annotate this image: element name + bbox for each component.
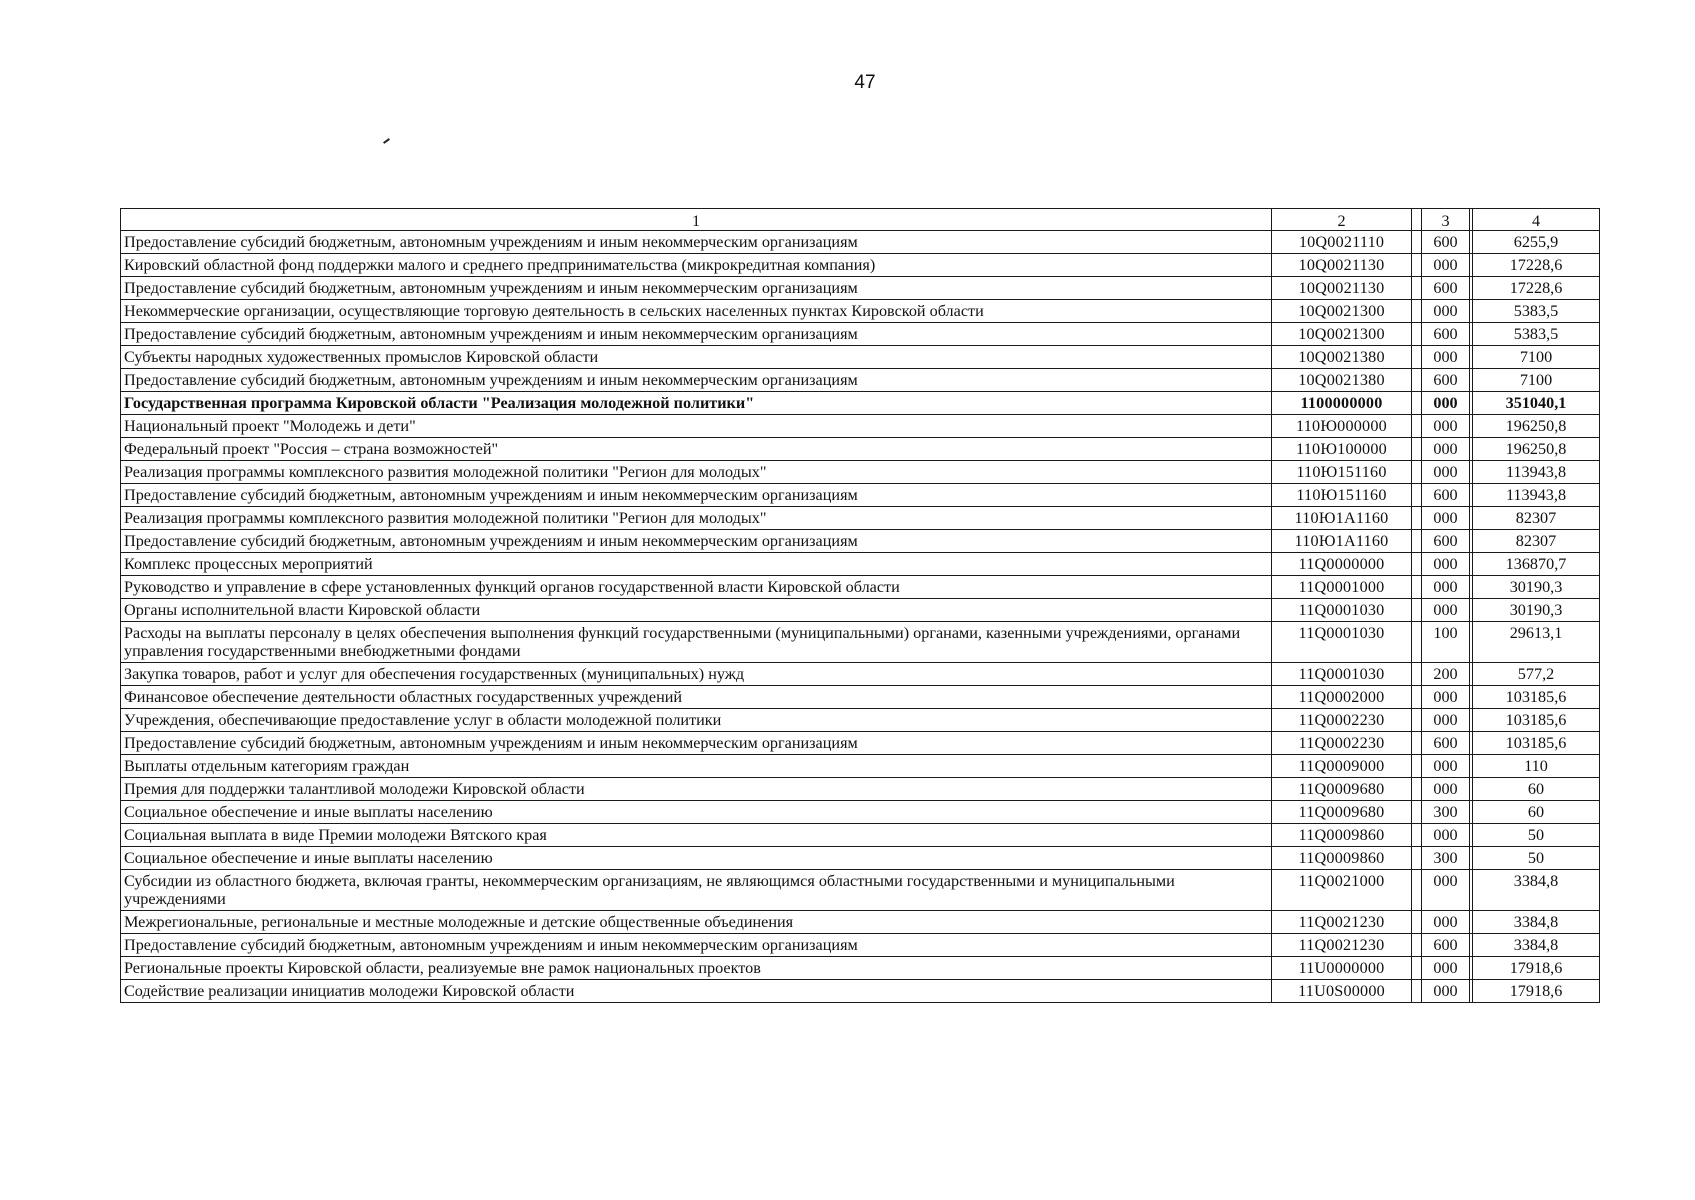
column-gap xyxy=(1412,323,1422,346)
column-gap xyxy=(1412,576,1422,599)
row-name: Социальное обеспечение и иные выплаты населению xyxy=(121,801,1272,824)
row-name: Государственная программа Кировской области "Реализация молодежной политики" xyxy=(121,392,1272,415)
page-number: 47 xyxy=(854,72,876,93)
row-sum: 3384,8 xyxy=(1473,934,1600,957)
column-gap xyxy=(1412,392,1422,415)
row-sum: 577,2 xyxy=(1473,663,1600,686)
row-code: 11Q0009860 xyxy=(1272,824,1412,847)
table-row xyxy=(121,415,1600,438)
row-code: 10Q0021380 xyxy=(1272,346,1412,369)
table-row xyxy=(121,663,1600,686)
row-name: Закупка товаров, работ и услуг для обеспечения государственных (муниципальных) нужд xyxy=(121,663,1272,686)
row-name: Расходы на выплаты персоналу в целях обеспечения выполнения функций государственными (муниципальными) органами, казенными учреждениями, органами управления государственными внебюджетными фондами xyxy=(121,622,1272,663)
row-name: Комплекс процессных мероприятий xyxy=(121,553,1272,576)
table-row xyxy=(121,709,1600,732)
row-code: 11Q0000000 xyxy=(1272,553,1412,576)
row-name: Предоставление субсидий бюджетным, автономным учреждениям и иным некоммерческим организациям xyxy=(121,277,1272,300)
header-col-4: 4 xyxy=(1473,209,1600,231)
row-sum: 82307 xyxy=(1473,507,1600,530)
table-row xyxy=(121,277,1600,300)
row-sum: 6255,9 xyxy=(1473,231,1600,254)
row-code: 110Ю151160 xyxy=(1272,461,1412,484)
row-code: 11Q0001030 xyxy=(1272,622,1412,663)
column-gap xyxy=(1412,847,1422,870)
row-type: 600 xyxy=(1422,934,1470,957)
table-row xyxy=(121,530,1600,553)
column-gap xyxy=(1412,553,1422,576)
row-sum: 5383,5 xyxy=(1473,323,1600,346)
row-name: Предоставление субсидий бюджетным, автономным учреждениям и иным некоммерческим организациям xyxy=(121,530,1272,553)
table-row xyxy=(121,461,1600,484)
row-name: Предоставление субсидий бюджетным, автономным учреждениям и иным некоммерческим организациям xyxy=(121,231,1272,254)
table-row xyxy=(121,507,1600,530)
row-type: 600 xyxy=(1422,323,1470,346)
column-gap xyxy=(1412,346,1422,369)
row-name: Реализация программы комплексного развития молодежной политики "Регион для молодых" xyxy=(121,461,1272,484)
column-gap xyxy=(1412,484,1422,507)
row-type: 000 xyxy=(1422,980,1470,1003)
row-code: 11Q0021230 xyxy=(1272,934,1412,957)
row-name: Субъекты народных художественных промыслов Кировской области xyxy=(121,346,1272,369)
row-sum: 3384,8 xyxy=(1473,911,1600,934)
row-name: Социальное обеспечение и иные выплаты населению xyxy=(121,847,1272,870)
header-col-2: 2 xyxy=(1272,209,1412,231)
row-type: 000 xyxy=(1422,461,1470,484)
row-code: 11U0S00000 xyxy=(1272,980,1412,1003)
row-type: 000 xyxy=(1422,300,1470,323)
row-sum: 5383,5 xyxy=(1473,300,1600,323)
row-type: 000 xyxy=(1422,392,1470,415)
column-gap xyxy=(1412,599,1422,622)
row-sum: 110 xyxy=(1473,755,1600,778)
column-gap xyxy=(1412,732,1422,755)
row-sum: 17918,6 xyxy=(1473,980,1600,1003)
column-gap xyxy=(1412,300,1422,323)
table-row xyxy=(121,870,1600,911)
row-sum: 17228,6 xyxy=(1473,277,1600,300)
row-code: 10Q0021380 xyxy=(1272,369,1412,392)
row-type: 000 xyxy=(1422,709,1470,732)
budget-table xyxy=(120,208,1600,1003)
table-row xyxy=(121,553,1600,576)
row-type: 300 xyxy=(1422,801,1470,824)
row-type: 000 xyxy=(1422,824,1470,847)
row-sum: 30190,3 xyxy=(1473,599,1600,622)
row-type: 100 xyxy=(1422,622,1470,663)
table-row xyxy=(121,300,1600,323)
row-code: 10Q0021300 xyxy=(1272,300,1412,323)
row-code: 10Q0021110 xyxy=(1272,231,1412,254)
row-name: Предоставление субсидий бюджетным, автономным учреждениям и иным некоммерческим организациям xyxy=(121,732,1272,755)
table-row xyxy=(121,323,1600,346)
row-type: 000 xyxy=(1422,686,1470,709)
table-row xyxy=(121,934,1600,957)
row-sum: 29613,1 xyxy=(1473,622,1600,663)
table-row xyxy=(121,576,1600,599)
column-gap xyxy=(1412,663,1422,686)
row-sum: 30190,3 xyxy=(1473,576,1600,599)
row-name: Руководство и управление в сфере установленных функций органов государственной власти Кировской области xyxy=(121,576,1272,599)
row-name: Реализация программы комплексного развития молодежной политики "Регион для молодых" xyxy=(121,507,1272,530)
row-code: 1100000000 xyxy=(1272,392,1412,415)
row-name: Предоставление субсидий бюджетным, автономным учреждениям и иным некоммерческим организациям xyxy=(121,934,1272,957)
row-name: Премия для поддержки талантливой молодежи Кировской области xyxy=(121,778,1272,801)
row-name: Федеральный проект "Россия – страна возможностей" xyxy=(121,438,1272,461)
row-sum: 103185,6 xyxy=(1473,732,1600,755)
row-sum: 351040,1 xyxy=(1473,392,1600,415)
row-code: 11Q0002000 xyxy=(1272,686,1412,709)
header-col-3: 3 xyxy=(1422,209,1470,231)
table-row xyxy=(121,732,1600,755)
row-type: 000 xyxy=(1422,957,1470,980)
stray-mark xyxy=(383,138,390,144)
row-sum: 136870,7 xyxy=(1473,553,1600,576)
row-type: 000 xyxy=(1422,346,1470,369)
row-code: 110Ю1А1160 xyxy=(1272,530,1412,553)
row-code: 11Q0009680 xyxy=(1272,801,1412,824)
row-type: 000 xyxy=(1422,415,1470,438)
row-code: 11Q0001030 xyxy=(1272,599,1412,622)
column-gap xyxy=(1412,438,1422,461)
row-code: 11Q0009000 xyxy=(1272,755,1412,778)
column-gap xyxy=(1412,622,1422,663)
row-name: Некоммерческие организации, осуществляющие торговую деятельность в сельских населенных пунктах Кировской области xyxy=(121,300,1272,323)
row-type: 000 xyxy=(1422,507,1470,530)
column-gap xyxy=(1412,369,1422,392)
row-type: 200 xyxy=(1422,663,1470,686)
row-name: Национальный проект "Молодежь и дети" xyxy=(121,415,1272,438)
row-sum: 113943,8 xyxy=(1473,461,1600,484)
column-gap xyxy=(1412,801,1422,824)
row-code: 11Q0001000 xyxy=(1272,576,1412,599)
table-row xyxy=(121,346,1600,369)
row-name: Субсидии из областного бюджета, включая гранты, некоммерческим организациям, не являющимся областными государственными и муниципальными учреждениями xyxy=(121,870,1272,911)
row-name: Выплаты отдельным категориям граждан xyxy=(121,755,1272,778)
column-gap xyxy=(1412,507,1422,530)
row-name: Учреждения, обеспечивающие предоставление услуг в области молодежной политики xyxy=(121,709,1272,732)
row-code: 10Q0021130 xyxy=(1272,254,1412,277)
table-row xyxy=(121,686,1600,709)
column-gap xyxy=(1412,755,1422,778)
row-code: 11Q0009860 xyxy=(1272,847,1412,870)
row-sum: 60 xyxy=(1473,801,1600,824)
table-row xyxy=(121,957,1600,980)
column-gap xyxy=(1412,254,1422,277)
row-type: 300 xyxy=(1422,847,1470,870)
row-code: 10Q0021130 xyxy=(1272,277,1412,300)
row-type: 600 xyxy=(1422,231,1470,254)
row-name: Органы исполнительной власти Кировской области xyxy=(121,599,1272,622)
row-type: 000 xyxy=(1422,553,1470,576)
row-sum: 103185,6 xyxy=(1473,686,1600,709)
header-col-1: 1 xyxy=(121,209,1272,231)
row-sum: 17918,6 xyxy=(1473,957,1600,980)
row-code: 110Ю151160 xyxy=(1272,484,1412,507)
row-type: 600 xyxy=(1422,732,1470,755)
column-gap xyxy=(1412,934,1422,957)
table-row xyxy=(121,824,1600,847)
table-row xyxy=(121,911,1600,934)
row-type: 000 xyxy=(1422,576,1470,599)
table-row xyxy=(121,392,1600,415)
row-name: Предоставление субсидий бюджетным, автономным учреждениям и иным некоммерческим организациям xyxy=(121,484,1272,507)
table-row xyxy=(121,599,1600,622)
table-row xyxy=(121,438,1600,461)
column-gap xyxy=(1412,824,1422,847)
row-type: 000 xyxy=(1422,911,1470,934)
row-code: 11U0000000 xyxy=(1272,957,1412,980)
column-gap xyxy=(1412,461,1422,484)
row-code: 11Q0002230 xyxy=(1272,709,1412,732)
row-name: Содействие реализации инициатив молодежи Кировской области xyxy=(121,980,1272,1003)
row-code: 110Ю000000 xyxy=(1272,415,1412,438)
table-row xyxy=(121,231,1600,254)
row-code: 110Ю100000 xyxy=(1272,438,1412,461)
table-row xyxy=(121,484,1600,507)
row-type: 600 xyxy=(1422,484,1470,507)
table-row xyxy=(121,980,1600,1003)
column-gap xyxy=(1412,209,1422,231)
row-code: 11Q0021000 xyxy=(1272,870,1412,911)
row-sum: 50 xyxy=(1473,847,1600,870)
row-type: 000 xyxy=(1422,755,1470,778)
row-name: Предоставление субсидий бюджетным, автономным учреждениям и иным некоммерческим организациям xyxy=(121,369,1272,392)
table-row xyxy=(121,622,1600,663)
row-sum: 196250,8 xyxy=(1473,438,1600,461)
row-sum: 196250,8 xyxy=(1473,415,1600,438)
row-sum: 82307 xyxy=(1473,530,1600,553)
column-gap xyxy=(1412,231,1422,254)
column-gap xyxy=(1412,415,1422,438)
table-row xyxy=(121,755,1600,778)
row-sum: 50 xyxy=(1473,824,1600,847)
table-row xyxy=(121,801,1600,824)
row-sum: 60 xyxy=(1473,778,1600,801)
row-type: 000 xyxy=(1422,254,1470,277)
table-row xyxy=(121,847,1600,870)
row-code: 11Q0009680 xyxy=(1272,778,1412,801)
row-sum: 7100 xyxy=(1473,346,1600,369)
column-gap xyxy=(1412,530,1422,553)
row-type: 600 xyxy=(1422,530,1470,553)
row-type: 000 xyxy=(1422,870,1470,911)
row-type: 000 xyxy=(1422,778,1470,801)
column-gap xyxy=(1412,709,1422,732)
row-sum: 113943,8 xyxy=(1473,484,1600,507)
column-gap xyxy=(1412,277,1422,300)
row-code: 10Q0021300 xyxy=(1272,323,1412,346)
table-row xyxy=(121,778,1600,801)
table-row xyxy=(121,369,1600,392)
row-name: Региональные проекты Кировской области, реализуемые вне рамок национальных проектов xyxy=(121,957,1272,980)
row-name: Финансовое обеспечение деятельности областных государственных учреждений xyxy=(121,686,1272,709)
table-header-row xyxy=(121,209,1600,231)
row-type: 600 xyxy=(1422,369,1470,392)
row-name: Предоставление субсидий бюджетным, автономным учреждениям и иным некоммерческим организациям xyxy=(121,323,1272,346)
row-sum: 7100 xyxy=(1473,369,1600,392)
row-sum: 3384,8 xyxy=(1473,870,1600,911)
row-code: 11Q0002230 xyxy=(1272,732,1412,755)
column-gap xyxy=(1412,957,1422,980)
row-code: 110Ю1А1160 xyxy=(1272,507,1412,530)
column-gap xyxy=(1412,778,1422,801)
row-name: Межрегиональные, региональные и местные молодежные и детские общественные объединения xyxy=(121,911,1272,934)
row-type: 000 xyxy=(1422,599,1470,622)
column-gap xyxy=(1412,686,1422,709)
row-type: 600 xyxy=(1422,277,1470,300)
row-type: 000 xyxy=(1422,438,1470,461)
column-gap xyxy=(1412,980,1422,1003)
row-name: Кировский областной фонд поддержки малого и среднего предпринимательства (микрокредитная компания) xyxy=(121,254,1272,277)
table-body xyxy=(121,231,1600,1003)
column-gap xyxy=(1412,870,1422,911)
row-sum: 103185,6 xyxy=(1473,709,1600,732)
row-code: 11Q0021230 xyxy=(1272,911,1412,934)
row-code: 11Q0001030 xyxy=(1272,663,1412,686)
row-name: Социальная выплата в виде Премии молодежи Вятского края xyxy=(121,824,1272,847)
column-gap xyxy=(1412,911,1422,934)
row-sum: 17228,6 xyxy=(1473,254,1600,277)
table-row xyxy=(121,254,1600,277)
